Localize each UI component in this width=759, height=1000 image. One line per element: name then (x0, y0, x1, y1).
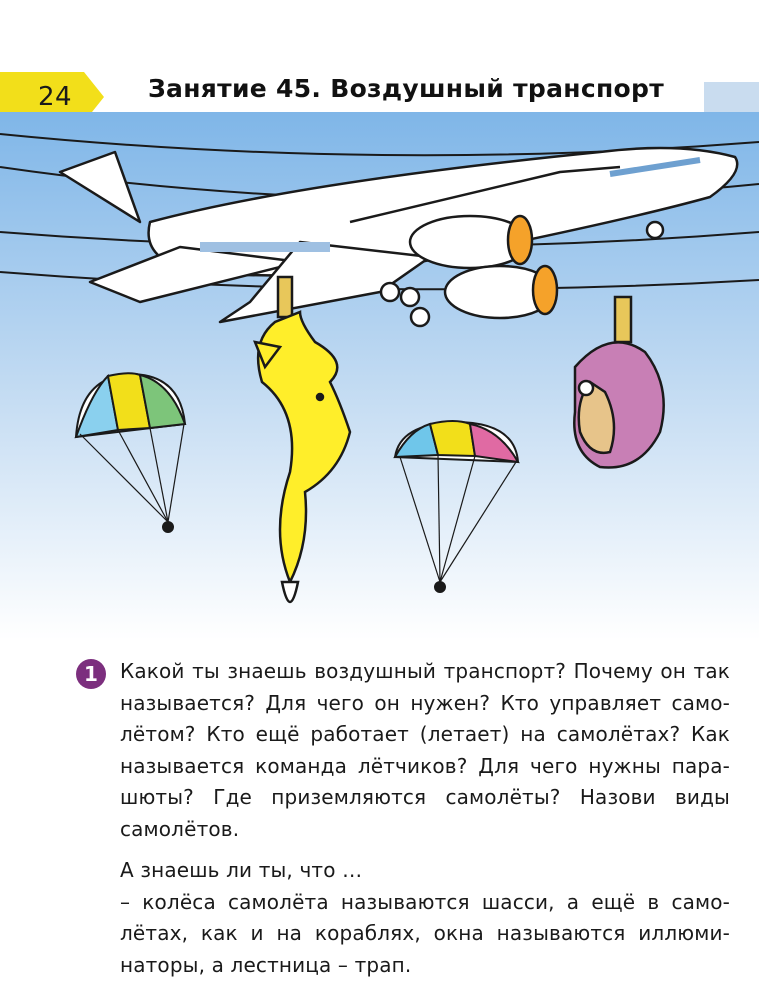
task-number-badge: 1 (76, 659, 106, 689)
did-you-know-title: А знаешь ли ты, что … (120, 858, 363, 882)
task-text (120, 656, 730, 981)
illustration (0, 112, 759, 640)
page-number: 24 (38, 82, 73, 112)
page-title: Занятие 45. Воздушный транспорт (148, 74, 664, 103)
did-you-know-text: – колёса самолёта называются шасси, а ещё в само-лётах, как и на кораблях, окна называются иллюми-наторы, а лестница – трап. (120, 889, 730, 977)
header-sky-strip (704, 82, 759, 112)
task-question-paragraph: Какой ты знаешь воздушный транспорт? Почему он так называется? Для чего он нужен? Кто управляет само-лётом? Кто ещё работает (летает) на самолётах? Как называется команда лётчиков? Для чего нужны пара-шюты? Где приземляются самолёты? Назови виды самолётов. (120, 659, 730, 841)
